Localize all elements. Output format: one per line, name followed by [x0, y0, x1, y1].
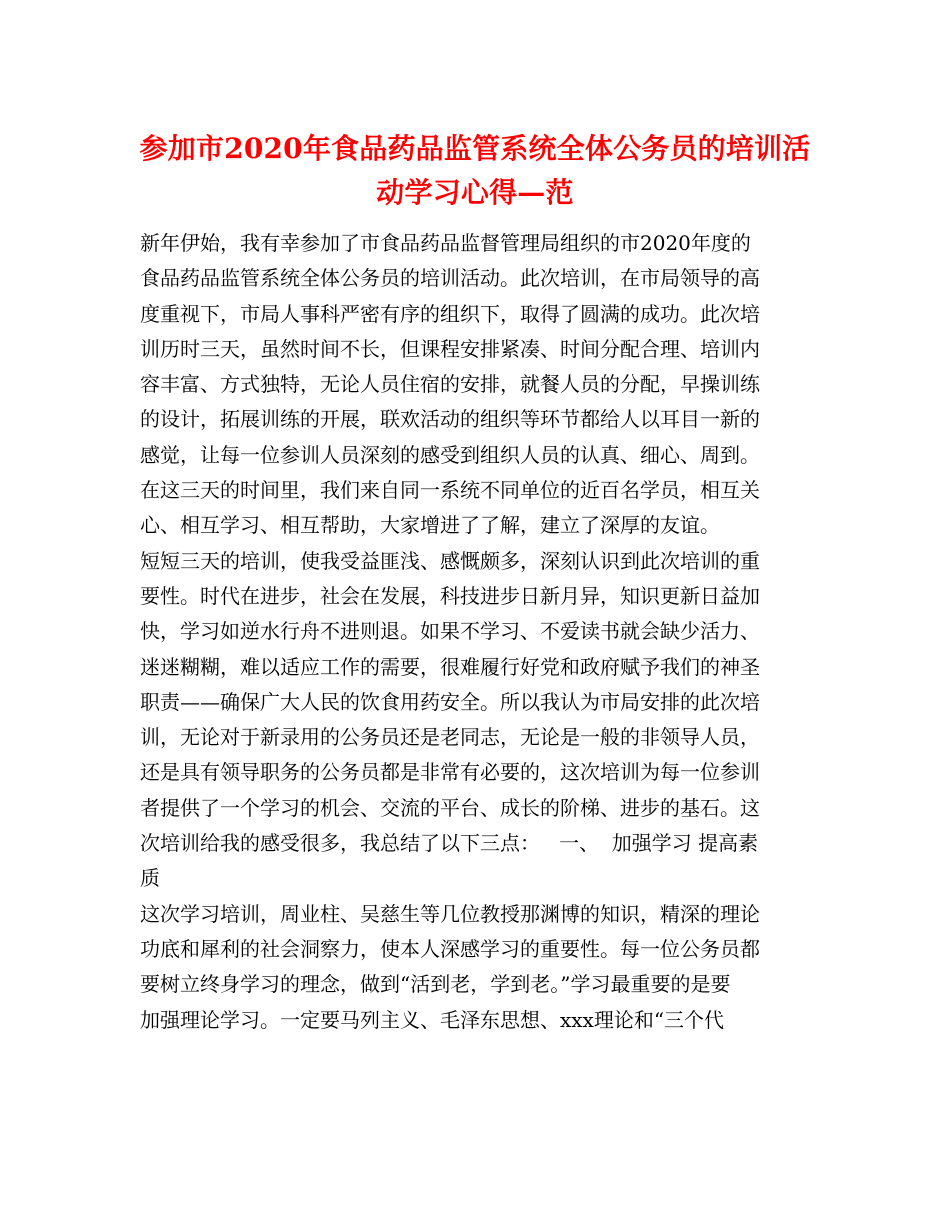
body-line: 次培训给我的感受很多，我总结了以下三点： 一、 加强学习 提高素	[140, 831, 759, 856]
document-body	[140, 226, 815, 1038]
body-line: 新年伊始，我有幸参加了市食品药品监督管理局组织的市2020年度的	[140, 231, 751, 255]
body-line: 容丰富、方式独特，无论人员住宿的安排，就餐人员的分配，早操训练	[140, 372, 760, 397]
document-title	[120, 127, 830, 215]
body-line: 还是具有领导职务的公务员都是非常有必要的，这次培训为每一位参训	[140, 760, 760, 785]
body-line: 这次学习培训，周业柱、吴慈生等几位教授那渊博的知识，精深的理论	[140, 901, 760, 926]
body-line: 感觉，让每一位参训人员深刻的感受到组织人员的认真、细心、周到。	[140, 442, 760, 467]
body-line: 食品药品监管系统全体公务员的培训活动。此次培训，在市局领导的高	[140, 266, 760, 291]
body-line: 加强理论学习。一定要马列主义、毛泽东思想、xxx理论和“三个代	[140, 1007, 725, 1032]
body-line: 在这三天的时间里，我们来自同一系统不同单位的近百名学员，相互关	[140, 478, 760, 503]
body-line: 的设计，拓展训练的开展，联欢活动的组织等环节都给人以耳目一新的	[140, 407, 760, 432]
title-line: 参加市2020年食品药品监管系统全体公务员的培训活	[139, 132, 811, 165]
title-line: 动学习心得—范	[376, 176, 574, 209]
body-line: 度重视下，市局人事科严密有序的组织下，取得了圆满的成功。此次培	[140, 301, 760, 326]
body-line: 训历时三天，虽然时间不长，但课程安排紧凑、时间分配合理、培训内	[140, 336, 760, 361]
body-line: 功底和犀利的社会洞察力，使本人深感学习的重要性。每一位公务员都	[140, 936, 760, 961]
body-line: 质	[140, 866, 160, 891]
body-line: 职责——确保广大人民的饮食用药安全。所以我认为市局安排的此次培	[140, 689, 760, 714]
body-line: 要树立终身学习的理念，做到“活到老，学到老。”学习最重要的是要	[140, 972, 731, 997]
body-line: 快，学习如逆水行舟不进则退。如果不学习、不爱读书就会缺少活力、	[140, 619, 760, 644]
body-line: 者提供了一个学习的机会、交流的平台、成长的阶梯、进步的基石。这	[140, 795, 760, 820]
body-line: 短短三天的培训，使我受益匪浅、感慨颇多，深刻认识到此次培训的重	[140, 548, 760, 573]
body-line: 迷迷糊糊，难以适应工作的需要，很难履行好党和政府赋予我们的神圣	[140, 654, 760, 679]
body-line: 要性。时代在进步，社会在发展，科技进步日新月异，知识更新日益加	[140, 583, 760, 608]
body-line: 训，无论对于新录用的公务员还是老同志，无论是一般的非领导人员，	[140, 725, 760, 750]
body-line: 心、相互学习、相互帮助，大家增进了了解，建立了深厚的友谊。	[140, 513, 720, 538]
